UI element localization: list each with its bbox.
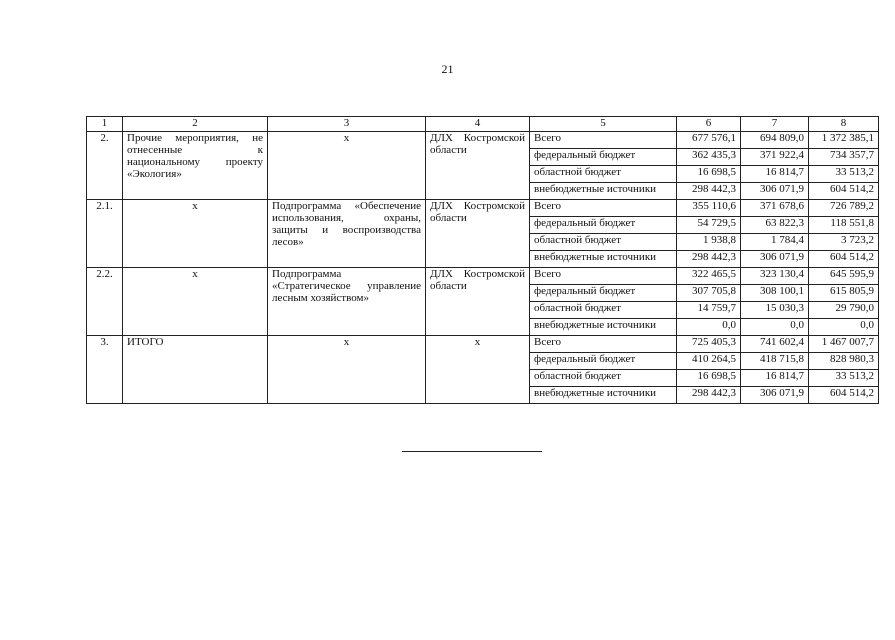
funding-source-cell: областной бюджет bbox=[530, 234, 677, 251]
row-number-cell: 2.2. bbox=[87, 268, 123, 336]
value-cell-total: 645 595,9 bbox=[809, 268, 879, 285]
funding-source-cell: областной бюджет bbox=[530, 166, 677, 183]
activity-name-cell: ИТОГО bbox=[123, 336, 268, 404]
row-number-cell: 3. bbox=[87, 336, 123, 404]
budget-table-body bbox=[87, 117, 879, 404]
executor-cell: ДЛХ Костромской области bbox=[426, 268, 530, 336]
table-row bbox=[87, 132, 879, 149]
value-cell-year2: 15 030,3 bbox=[741, 302, 809, 319]
value-cell-year2: 1 784,4 bbox=[741, 234, 809, 251]
value-cell-year1: 16 698,5 bbox=[677, 370, 741, 387]
value-cell-total: 726 789,2 bbox=[809, 200, 879, 217]
value-cell-year1: 298 442,3 bbox=[677, 387, 741, 404]
header-cell: 7 bbox=[741, 117, 809, 132]
value-cell-total: 0,0 bbox=[809, 319, 879, 336]
funding-source-cell: федеральный бюджет bbox=[530, 353, 677, 370]
funding-source-cell: федеральный бюджет bbox=[530, 285, 677, 302]
budget-table bbox=[86, 116, 879, 404]
value-cell-year2: 16 814,7 bbox=[741, 370, 809, 387]
value-cell-total: 3 723,2 bbox=[809, 234, 879, 251]
value-cell-total: 29 790,0 bbox=[809, 302, 879, 319]
value-cell-year2: 306 071,9 bbox=[741, 387, 809, 404]
header-cell: 5 bbox=[530, 117, 677, 132]
value-cell-total: 33 513,2 bbox=[809, 370, 879, 387]
row-number-cell: 2.1. bbox=[87, 200, 123, 268]
activity-name-cell: x bbox=[123, 268, 268, 336]
activity-name-cell: Прочие мероприятия, не отнесенные к национальному проекту «Экология» bbox=[123, 132, 268, 200]
value-cell-year1: 410 264,5 bbox=[677, 353, 741, 370]
value-cell-total: 615 805,9 bbox=[809, 285, 879, 302]
value-cell-total: 1 372 385,1 bbox=[809, 132, 879, 149]
executor-cell: x bbox=[426, 336, 530, 404]
value-cell-total: 828 980,3 bbox=[809, 353, 879, 370]
separator-line bbox=[402, 451, 542, 452]
value-cell-year1: 677 576,1 bbox=[677, 132, 741, 149]
funding-source-cell: внебюджетные источники bbox=[530, 319, 677, 336]
value-cell-year2: 323 130,4 bbox=[741, 268, 809, 285]
table-row bbox=[87, 268, 879, 285]
value-cell-year2: 418 715,8 bbox=[741, 353, 809, 370]
value-cell-year2: 306 071,9 bbox=[741, 183, 809, 200]
header-cell: 1 bbox=[87, 117, 123, 132]
value-cell-total: 604 514,2 bbox=[809, 387, 879, 404]
executor-cell: ДЛХ Костромской области bbox=[426, 200, 530, 268]
value-cell-year2: 694 809,0 bbox=[741, 132, 809, 149]
subprogram-cell: Подпрограмма «Обеспечение использования, охраны, защиты и воспроизводства лесов» bbox=[268, 200, 426, 268]
value-cell-year2: 308 100,1 bbox=[741, 285, 809, 302]
value-cell-year1: 307 705,8 bbox=[677, 285, 741, 302]
value-cell-year2: 63 822,3 bbox=[741, 217, 809, 234]
funding-source-cell: Всего bbox=[530, 268, 677, 285]
value-cell-total: 604 514,2 bbox=[809, 183, 879, 200]
funding-source-cell: Всего bbox=[530, 200, 677, 217]
value-cell-year2: 0,0 bbox=[741, 319, 809, 336]
header-cell: 2 bbox=[123, 117, 268, 132]
funding-source-cell: федеральный бюджет bbox=[530, 217, 677, 234]
value-cell-total: 33 513,2 bbox=[809, 166, 879, 183]
value-cell-year1: 1 938,8 bbox=[677, 234, 741, 251]
header-cell: 3 bbox=[268, 117, 426, 132]
header-cell: 6 bbox=[677, 117, 741, 132]
value-cell-total: 118 551,8 bbox=[809, 217, 879, 234]
value-cell-year1: 298 442,3 bbox=[677, 251, 741, 268]
value-cell-year1: 54 729,5 bbox=[677, 217, 741, 234]
value-cell-year1: 322 465,5 bbox=[677, 268, 741, 285]
value-cell-year2: 741 602,4 bbox=[741, 336, 809, 353]
value-cell-year1: 14 759,7 bbox=[677, 302, 741, 319]
subprogram-cell: Подпрограмма «Стратегическое управление лесным хозяйством» bbox=[268, 268, 426, 336]
value-cell-year2: 371 922,4 bbox=[741, 149, 809, 166]
value-cell-year1: 16 698,5 bbox=[677, 166, 741, 183]
executor-cell: ДЛХ Костромской области bbox=[426, 132, 530, 200]
table-row bbox=[87, 336, 879, 353]
funding-source-cell: Всего bbox=[530, 132, 677, 149]
subprogram-cell: x bbox=[268, 132, 426, 200]
activity-name-cell: x bbox=[123, 200, 268, 268]
value-cell-year1: 355 110,6 bbox=[677, 200, 741, 217]
funding-source-cell: федеральный бюджет bbox=[530, 149, 677, 166]
value-cell-year1: 298 442,3 bbox=[677, 183, 741, 200]
header-cell: 4 bbox=[426, 117, 530, 132]
table-row bbox=[87, 200, 879, 217]
subprogram-cell: x bbox=[268, 336, 426, 404]
value-cell-year2: 371 678,6 bbox=[741, 200, 809, 217]
value-cell-total: 1 467 007,7 bbox=[809, 336, 879, 353]
row-number-cell: 2. bbox=[87, 132, 123, 200]
funding-source-cell: внебюджетные источники bbox=[530, 183, 677, 200]
funding-source-cell: областной бюджет bbox=[530, 302, 677, 319]
funding-source-cell: Всего bbox=[530, 336, 677, 353]
value-cell-year1: 362 435,3 bbox=[677, 149, 741, 166]
header-cell: 8 bbox=[809, 117, 879, 132]
value-cell-total: 734 357,7 bbox=[809, 149, 879, 166]
value-cell-year1: 725 405,3 bbox=[677, 336, 741, 353]
funding-source-cell: внебюджетные источники bbox=[530, 387, 677, 404]
funding-source-cell: внебюджетные источники bbox=[530, 251, 677, 268]
column-number-row bbox=[87, 117, 879, 132]
page-number: 21 bbox=[441, 62, 454, 76]
value-cell-year2: 306 071,9 bbox=[741, 251, 809, 268]
funding-source-cell: областной бюджет bbox=[530, 370, 677, 387]
value-cell-year2: 16 814,7 bbox=[741, 166, 809, 183]
value-cell-total: 604 514,2 bbox=[809, 251, 879, 268]
value-cell-year1: 0,0 bbox=[677, 319, 741, 336]
